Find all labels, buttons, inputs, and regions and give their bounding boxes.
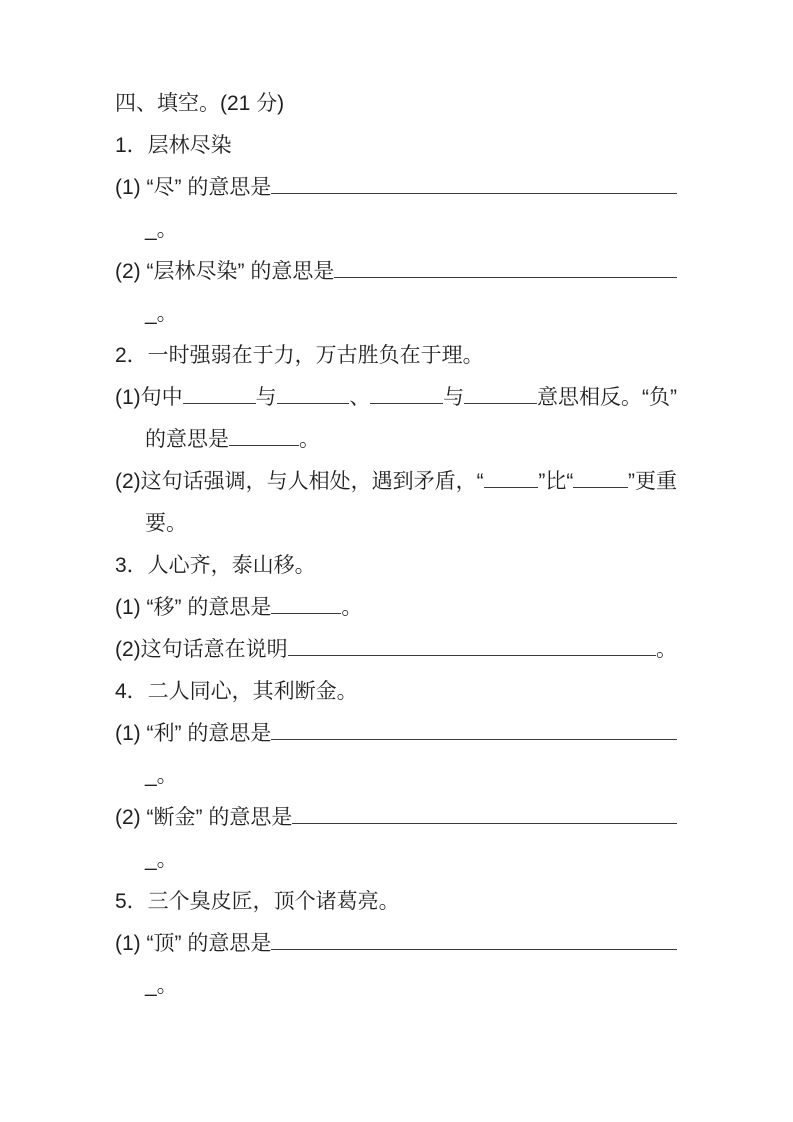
text-segment: 1．层林尽染 — [115, 134, 232, 157]
text-segment: 5．三个臭皮匠，顶个诸葛亮。 — [115, 890, 400, 913]
text-segment: (2)这句话意在说明 — [115, 638, 288, 661]
section-heading — [115, 92, 677, 115]
text-segment: 、 — [349, 386, 371, 409]
text-segment: _。 — [145, 218, 178, 241]
q5-stem — [115, 890, 677, 913]
text-segment: 要。 — [145, 512, 187, 535]
text-segment: (2) “断金” 的意思是 — [115, 806, 293, 829]
document-body — [115, 92, 677, 997]
answer-blank — [271, 177, 677, 194]
text-segment: (1)句中 — [115, 386, 183, 409]
q3-part1 — [115, 596, 677, 619]
q4-part1 — [115, 722, 677, 745]
text-segment: _。 — [145, 302, 178, 325]
answer-blank — [229, 429, 299, 446]
text-segment: ”比“ — [538, 470, 574, 493]
q1-part1-continuation — [145, 218, 677, 241]
text-segment: 2．一时强弱在于力，万古胜负在于理。 — [115, 344, 484, 367]
text-segment: (1) “移” 的意思是 — [115, 596, 272, 619]
answer-blank — [277, 387, 350, 404]
answer-blank — [271, 933, 677, 950]
answer-blank — [183, 387, 256, 404]
text-segment: ”更重 — [628, 470, 678, 493]
text-segment: (1) “顶” 的意思是 — [115, 932, 272, 955]
text-segment: (1) “利” 的意思是 — [115, 722, 272, 745]
answer-blank — [464, 387, 537, 404]
q5-part1 — [115, 932, 677, 955]
q2-stem — [115, 344, 677, 367]
q5-part1-continuation — [145, 974, 677, 997]
text-segment: 意思相反。“负” — [536, 386, 677, 409]
text-segment: (2)这句话强调，与人相处，遇到矛盾，“ — [115, 470, 484, 493]
q2-part2-continuation — [145, 512, 677, 535]
q1-part2-continuation — [145, 302, 677, 325]
q4-part2-continuation — [145, 848, 677, 871]
q3-part2 — [115, 638, 677, 661]
text-segment: 。 — [656, 638, 677, 661]
text-segment: _。 — [145, 764, 178, 787]
q3-stem — [115, 554, 677, 577]
text-segment: 的意思是 — [145, 428, 229, 451]
text-segment: _。 — [145, 848, 178, 871]
text-segment: (1) “尽” 的意思是 — [115, 176, 272, 199]
answer-blank — [292, 807, 677, 824]
text-segment: (2) “层林尽染” 的意思是 — [115, 260, 335, 283]
text-segment: 3．人心齐，泰山移。 — [115, 554, 316, 577]
q1-part2 — [115, 260, 677, 283]
answer-blank — [573, 471, 628, 488]
q4-part1-continuation — [145, 764, 677, 787]
answer-blank — [484, 471, 539, 488]
q1-part1 — [115, 176, 677, 199]
answer-blank — [288, 639, 656, 656]
text-segment: 与 — [443, 386, 465, 409]
text-segment: 与 — [255, 386, 277, 409]
text-segment: 四、填空。(21 分) — [115, 92, 285, 115]
text-segment: 。 — [341, 596, 363, 619]
q2-part2 — [115, 470, 677, 493]
answer-blank — [370, 387, 443, 404]
q2-part1 — [115, 386, 677, 409]
q2-part1-continuation — [145, 428, 677, 451]
q1-stem — [115, 134, 677, 157]
q4-part2 — [115, 806, 677, 829]
answer-blank — [334, 261, 677, 278]
text-segment: 4．二人同心，其利断金。 — [115, 680, 358, 703]
answer-blank — [271, 723, 677, 740]
answer-blank — [271, 597, 341, 614]
q4-stem — [115, 680, 677, 703]
text-segment: _。 — [145, 974, 178, 997]
text-segment: 。 — [299, 428, 320, 451]
